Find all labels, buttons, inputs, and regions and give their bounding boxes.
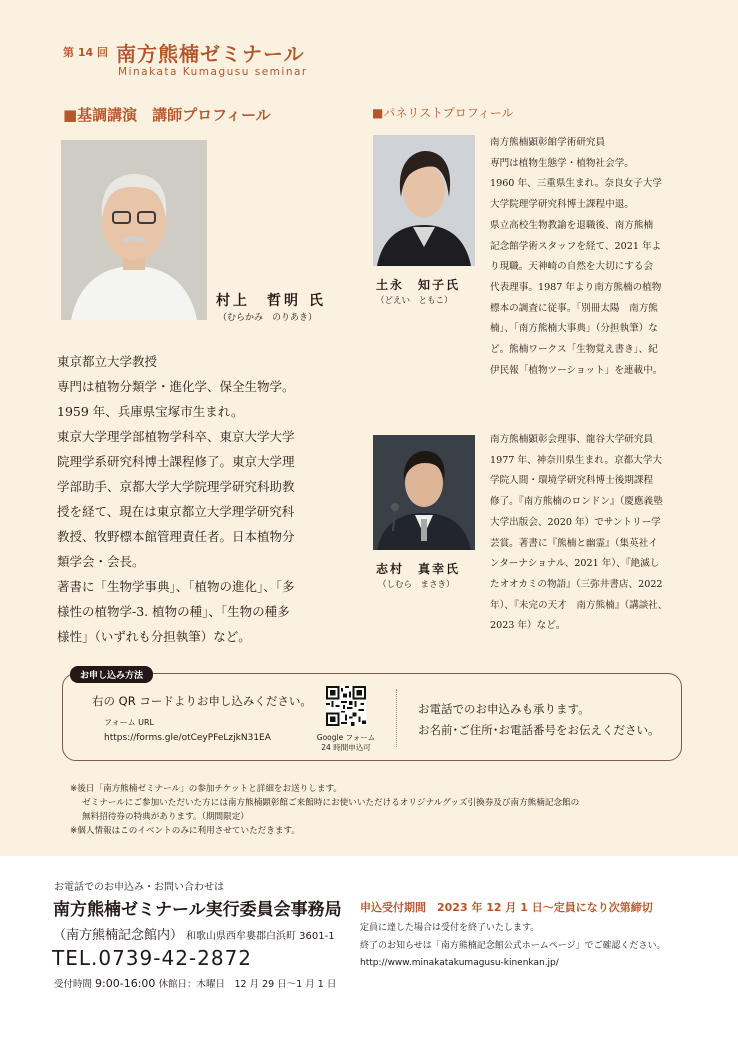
keynote-speaker-photo: [61, 140, 207, 320]
footer-kinenkan: （南方熊楠記念館内）: [53, 928, 184, 943]
qr-instruction: 右の QR コードよりお申し込みください。: [92, 694, 312, 708]
footer-telephone[interactable]: TEL.0739-42-2872: [52, 946, 253, 970]
bio-line: 代表理事。1987 年より南方熊楠の植物: [490, 281, 662, 293]
bio-line: 1977 年、神奈川県生まれ。京都大学大: [490, 454, 662, 466]
panelist-1-reading: （どえい ともこ）: [376, 296, 453, 306]
panelist-2-bio: [490, 430, 690, 637]
panelist-1-bio: [490, 133, 690, 381]
person-portrait-icon: [61, 140, 207, 320]
keynote-speaker-bio: [57, 349, 319, 649]
qr-caption-24h: 24 時間申込可: [321, 743, 371, 752]
seminar-title: 南方熊楠ゼミナール: [116, 42, 305, 66]
bio-line: 1959 年、兵庫県宝塚市生まれ。: [57, 404, 244, 419]
panelist-section-title: ■パネリストプロフィール: [372, 106, 514, 120]
bio-line: 大学院理学研究科博士課程中退。: [490, 199, 634, 211]
bio-line: 楠」、「南方熊楠大事典」（分担執筆）な: [490, 323, 658, 335]
panelist-2-reading: （しむら まさき）: [378, 580, 455, 590]
keynote-section-title: ■基調講演 講師プロフィール: [63, 106, 271, 124]
form-url-link[interactable]: https://forms.gle/otCeyPFeLzjkN31EA: [104, 733, 271, 743]
note-benefit: ゼミナールにご参加いただいた方には南方熊楠顕彰館ご来館時にお使いいただけるオリジナルグッズ引換券及び南方熊楠記念館の: [82, 798, 580, 808]
bio-line: 東京都立大学教授: [57, 354, 158, 369]
bio-line: 年）、『未完の天才 南方熊楠』（講談社、: [490, 599, 668, 611]
hours-value: 9:00-16:00: [95, 977, 156, 990]
bio-line: 県立高校生物教諭を退職後、南方熊楠: [490, 219, 654, 231]
bio-line: 南方熊楠顕彰館学術研究員: [490, 137, 606, 148]
panelist-2-name: 志村 真幸氏: [376, 562, 461, 576]
bio-line: 2023 年）など。: [490, 620, 566, 632]
bio-line: 教授、牧野標本館管理責任者。日本植物分: [57, 529, 295, 544]
website-link[interactable]: http://www.minakatakumagusu-kinenkan.jp/: [360, 958, 559, 968]
bio-line: 伊民報「植物ツーショット」を連載中。: [490, 364, 663, 376]
bio-line: 様性の植物学-3. 植物の種」、「生物の種多: [57, 604, 290, 619]
bio-line: 東京大学理学部植物学科卒、東京大学大学: [57, 429, 295, 444]
note-privacy: ※個人情報はこのイベントのみに利用させていただきます。: [70, 826, 300, 836]
bio-line: 専門は植物生態学・植物社会学。: [490, 157, 634, 169]
phone-apply-instruction: お名前･ご住所･お電話番号をお伝えください。: [418, 723, 660, 737]
footer-hours: [54, 976, 336, 990]
bio-line: 修了。『南方熊楠のロンドン』（慶應義塾: [490, 496, 663, 508]
bio-line: ンターナショナル、2021 年）、『絶滅し: [490, 558, 660, 570]
footer-organization: 南方熊楠ゼミナール実行委員会事務局: [53, 900, 342, 920]
bio-line: 1960 年、三重県生まれ。奈良女子大学: [490, 178, 662, 190]
footer-contact-label: お電話でのお申込み・お問い合わせは: [54, 882, 224, 893]
closed-days: 休館日：木曜日 12 月 29 日～1 月 1 日: [158, 979, 337, 990]
qr-caption-google-form: Google フォーム: [316, 733, 376, 742]
panelist-1-name: 土永 知子氏: [376, 278, 461, 292]
note-ticket: ※後日「南方熊楠ゼミナール」の参加チケットと詳細をお送りします。: [70, 784, 342, 794]
keynote-speaker-reading: （むらかみ のりあき）: [218, 313, 318, 323]
keynote-speaker-name: 村上 哲明 氏: [216, 293, 326, 309]
form-url-label: フォーム URL: [104, 718, 155, 727]
application-method-tag: お申し込み方法: [70, 666, 153, 683]
bio-line: 記念館学術スタッフを経て、2021 年よ: [490, 240, 662, 252]
bio-line: 大学出版会、2020 年）でサントリー学: [490, 516, 661, 528]
bio-line: 芸賞。著書に『熊楠と幽霊』（集英社イ: [490, 537, 658, 549]
person-portrait-icon: [373, 435, 475, 550]
panelist-2-photo: [373, 435, 475, 550]
application-divider: [396, 689, 397, 747]
bio-line: 著書に「生物学事典」、「植物の進化」、「多: [57, 579, 295, 594]
bio-line: ど。熊楠ワークス「生物覚え書き」、紀: [490, 344, 658, 356]
panelist-1-photo: [373, 135, 475, 266]
capacity-note: 定員に達した場合は受付を終了いたします。: [360, 923, 540, 933]
bio-line: 専門は植物分類学・進化学、保全生物学。: [57, 379, 295, 394]
bio-line: り現職。天神崎の自然を大切にする会: [490, 261, 654, 273]
bio-line: 学部助手、京都大学大学院理学研究科助教: [57, 479, 295, 494]
person-portrait-icon: [373, 135, 475, 266]
bio-line: 標本の調査に従事。「別冊太陽 南方熊: [490, 302, 658, 314]
phone-apply-text: お電話でのお申込みも承ります。: [418, 702, 590, 716]
bio-line: 南方熊楠顕彰会理事、龍谷大学研究員: [490, 434, 654, 445]
seminar-number: 第 14 回: [63, 46, 108, 59]
bio-line: 学院人間・環境学研究科博士後期課程: [490, 475, 654, 487]
bio-line: 様性」（いずれも分担執筆）など。: [57, 629, 251, 644]
bio-line: 授を経て、現在は東京都立大学理学研究科: [57, 504, 295, 519]
closing-notice: 終了のお知らせは「南方熊楠記念館公式ホームページ」でご確認ください。: [360, 941, 666, 951]
footer-address: 和歌山県西牟婁郡白浜町 3601-1: [186, 931, 335, 942]
bio-line: たオオカミの物語』（三弥井書店、2022: [490, 578, 663, 590]
bio-line: 院理学系研究科博士課程修了。東京大学理: [57, 454, 295, 469]
qr-code-icon[interactable]: [326, 686, 366, 726]
hours-label: 受付時間: [54, 979, 93, 990]
note-benefit-cont: 無料招待券の特典があります。（期間限定）: [82, 812, 249, 822]
application-period: 申込受付期間 2023 年 12 月 1 日～定員になり次第締切: [360, 901, 653, 914]
seminar-subtitle: Minakata Kumagusu seminar: [118, 66, 308, 78]
bio-line: 類学会・会長。: [57, 554, 145, 569]
